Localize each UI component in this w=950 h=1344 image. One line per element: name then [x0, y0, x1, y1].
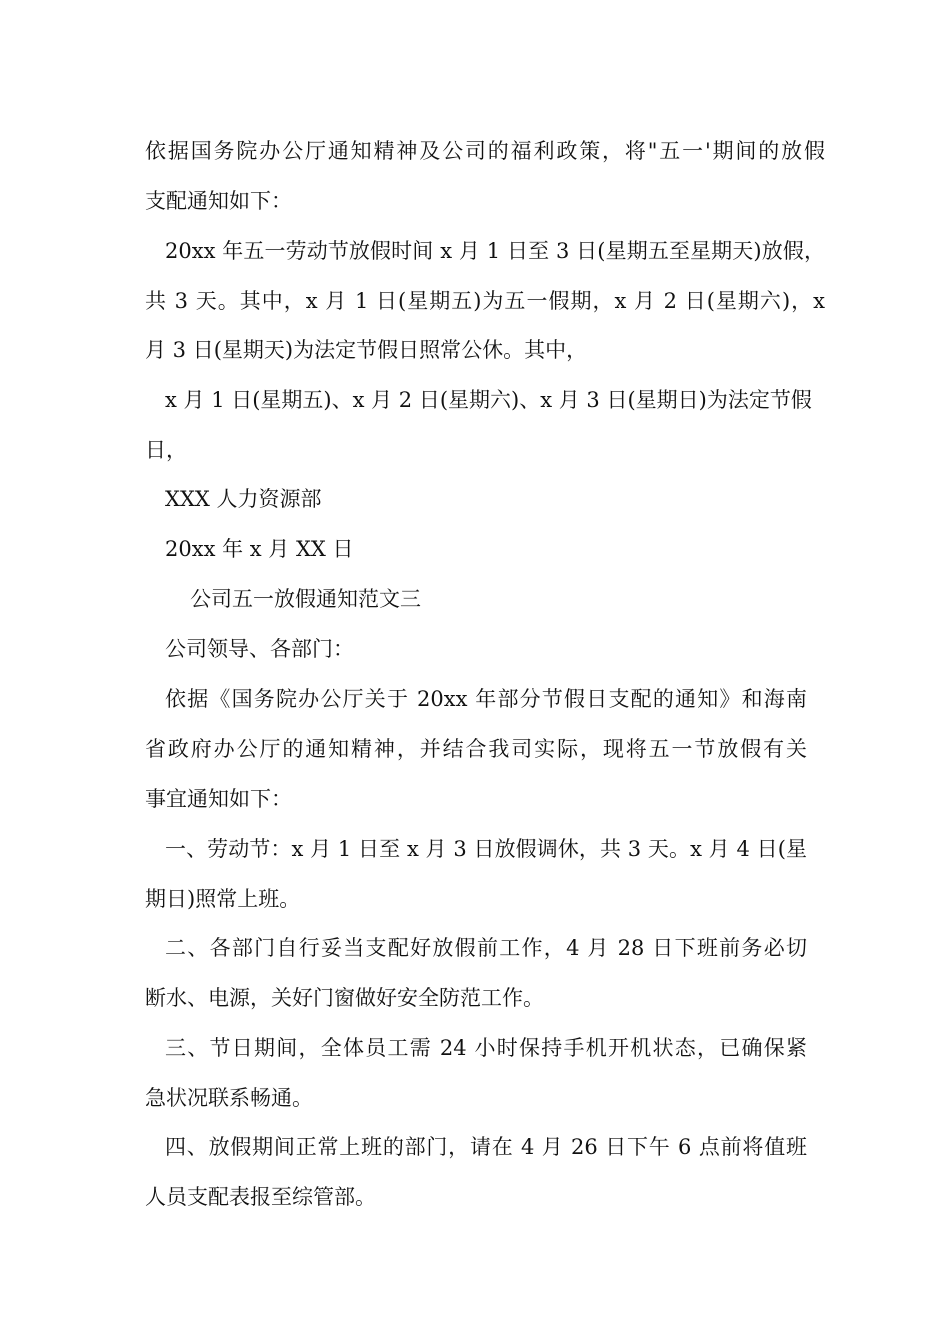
paragraph-line: 日， [145, 438, 187, 462]
signature-date: 20xx 年 x 月 XX 日 [165, 537, 354, 561]
paragraph-line: 二、各部门自行妥当支配好放假前工作，4 月 28 日下班前务必切 [165, 936, 807, 960]
paragraph-line: 依据国务院办公厅通知精神及公司的福利政策，将"五一'期间的放假 [145, 139, 825, 163]
paragraph-line: 20xx 年五一劳动节放假时间 x 月 1 日至 3 日(星期五至星期天)放假， [165, 239, 825, 263]
salutation: 公司领导、各部门： [165, 637, 354, 661]
signature-department: XXX 人力资源部 [165, 487, 322, 511]
paragraph-line: 月 3 日(星期天)为法定节假日照常公休。其中， [145, 338, 588, 362]
paragraph-line: x 月 1 日(星期五)、x 月 2 日(星期六)、x 月 3 日(星期日)为法定节假 [165, 388, 812, 412]
paragraph-line: 事宜通知如下： [145, 787, 292, 811]
paragraph-line: 期日)照常上班。 [145, 887, 301, 911]
paragraph-line: 人员支配表报至综管部。 [145, 1185, 376, 1209]
paragraph-line: 一、劳动节：x 月 1 日至 x 月 3 日放假调休，共 3 天。x 月 4 日(星 [165, 837, 807, 861]
paragraph-line: 省政府办公厅的通知精神，并结合我司实际，现将五一节放假有关 [145, 737, 807, 761]
paragraph-line: 支配通知如下： [145, 189, 292, 213]
paragraph-line: 依据《国务院办公厅关于 20xx 年部分节假日支配的通知》和海南 [165, 687, 807, 711]
section-title: 公司五一放假通知范文三 [190, 587, 421, 611]
paragraph-line: 急状况联系畅通。 [145, 1086, 313, 1110]
paragraph-line: 断水、电源，关好门窗做好安全防范工作。 [145, 986, 544, 1010]
paragraph-line: 共 3 天。其中，x 月 1 日(星期五)为五一假期，x 月 2 日(星期六)，x [145, 289, 825, 313]
paragraph-line: 四、放假期间正常上班的部门，请在 4 月 26 日下午 6 点前将值班 [165, 1135, 807, 1159]
paragraph-line: 三、节日期间，全体员工需 24 小时保持手机开机状态，已确保紧 [165, 1036, 807, 1060]
